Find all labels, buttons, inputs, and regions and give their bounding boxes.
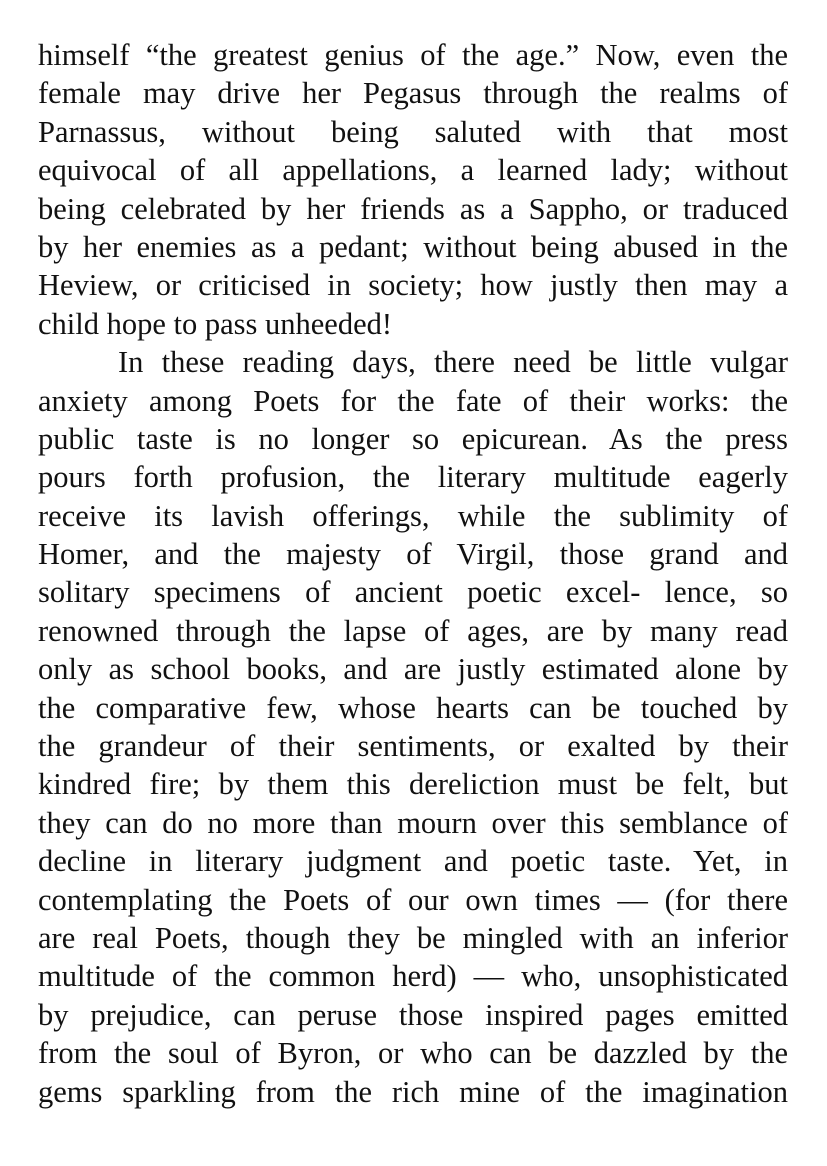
text-line: receive its lavish offerings, while the sublimity of [38, 498, 788, 533]
text-line: female may drive her Pegasus through the realms of [38, 76, 788, 111]
text-line: being celebrated by her friends as a Sappho, or traduced [38, 191, 788, 226]
text-line: decline in literary judgment and poetic taste. Yet, in [38, 844, 788, 879]
text-line: they can do no more than mourn over this semblance of [38, 805, 788, 840]
text-line: solitary specimens of ancient poetic excel- lence, so [38, 575, 788, 610]
text-line: multitude of the common herd) — who, unsophisticated [38, 959, 788, 994]
text-line: by prejudice, can peruse those inspired pages emitted [38, 997, 788, 1032]
text-line: the grandeur of their sentiments, or exalted by their [38, 729, 788, 764]
text-line: kindred fire; by them this dereliction must be felt, but [38, 767, 788, 802]
text-line: only as school books, and are justly estimated alone by [38, 652, 788, 687]
text-line: Homer, and the majesty of Virgil, those grand and [38, 537, 788, 572]
text-line: gems sparkling from the rich mine of the imagination [38, 1074, 788, 1109]
text-line: In these reading days, there need be little vulgar [118, 345, 788, 380]
text-line: himself “the greatest genius of the age.” Now, even the [38, 38, 788, 72]
text-line: the comparative few, whose hearts can be touched by [38, 690, 788, 725]
text-line: Heview, or criticised in society; how justly then may a [38, 268, 788, 303]
text-line: from the soul of Byron, or who can be dazzled by the [38, 1036, 788, 1071]
text-line: by her enemies as a pedant; without being abused in the [38, 229, 788, 264]
page-body [38, 36, 788, 1111]
text-line: are real Poets, though they be mingled with an inferior [38, 920, 788, 955]
text-line: pours forth profusion, the literary multitude eagerly [38, 460, 788, 495]
text-line: public taste is no longer so epicurean. As the press [38, 421, 788, 456]
text-line: contemplating the Poets of our own times — (for there [38, 882, 788, 917]
text-line: child hope to pass unheeded! [38, 306, 393, 341]
paragraph-1 [38, 36, 788, 343]
text-line: equivocal of all appellations, a learned lady; without [38, 153, 788, 188]
paragraph-2 [38, 343, 788, 1111]
text-line: anxiety among Poets for the fate of their works: the [38, 383, 788, 418]
text-line: Parnassus, without being saluted with that most [38, 114, 788, 149]
text-line: renowned through the lapse of ages, are by many read [38, 613, 788, 648]
